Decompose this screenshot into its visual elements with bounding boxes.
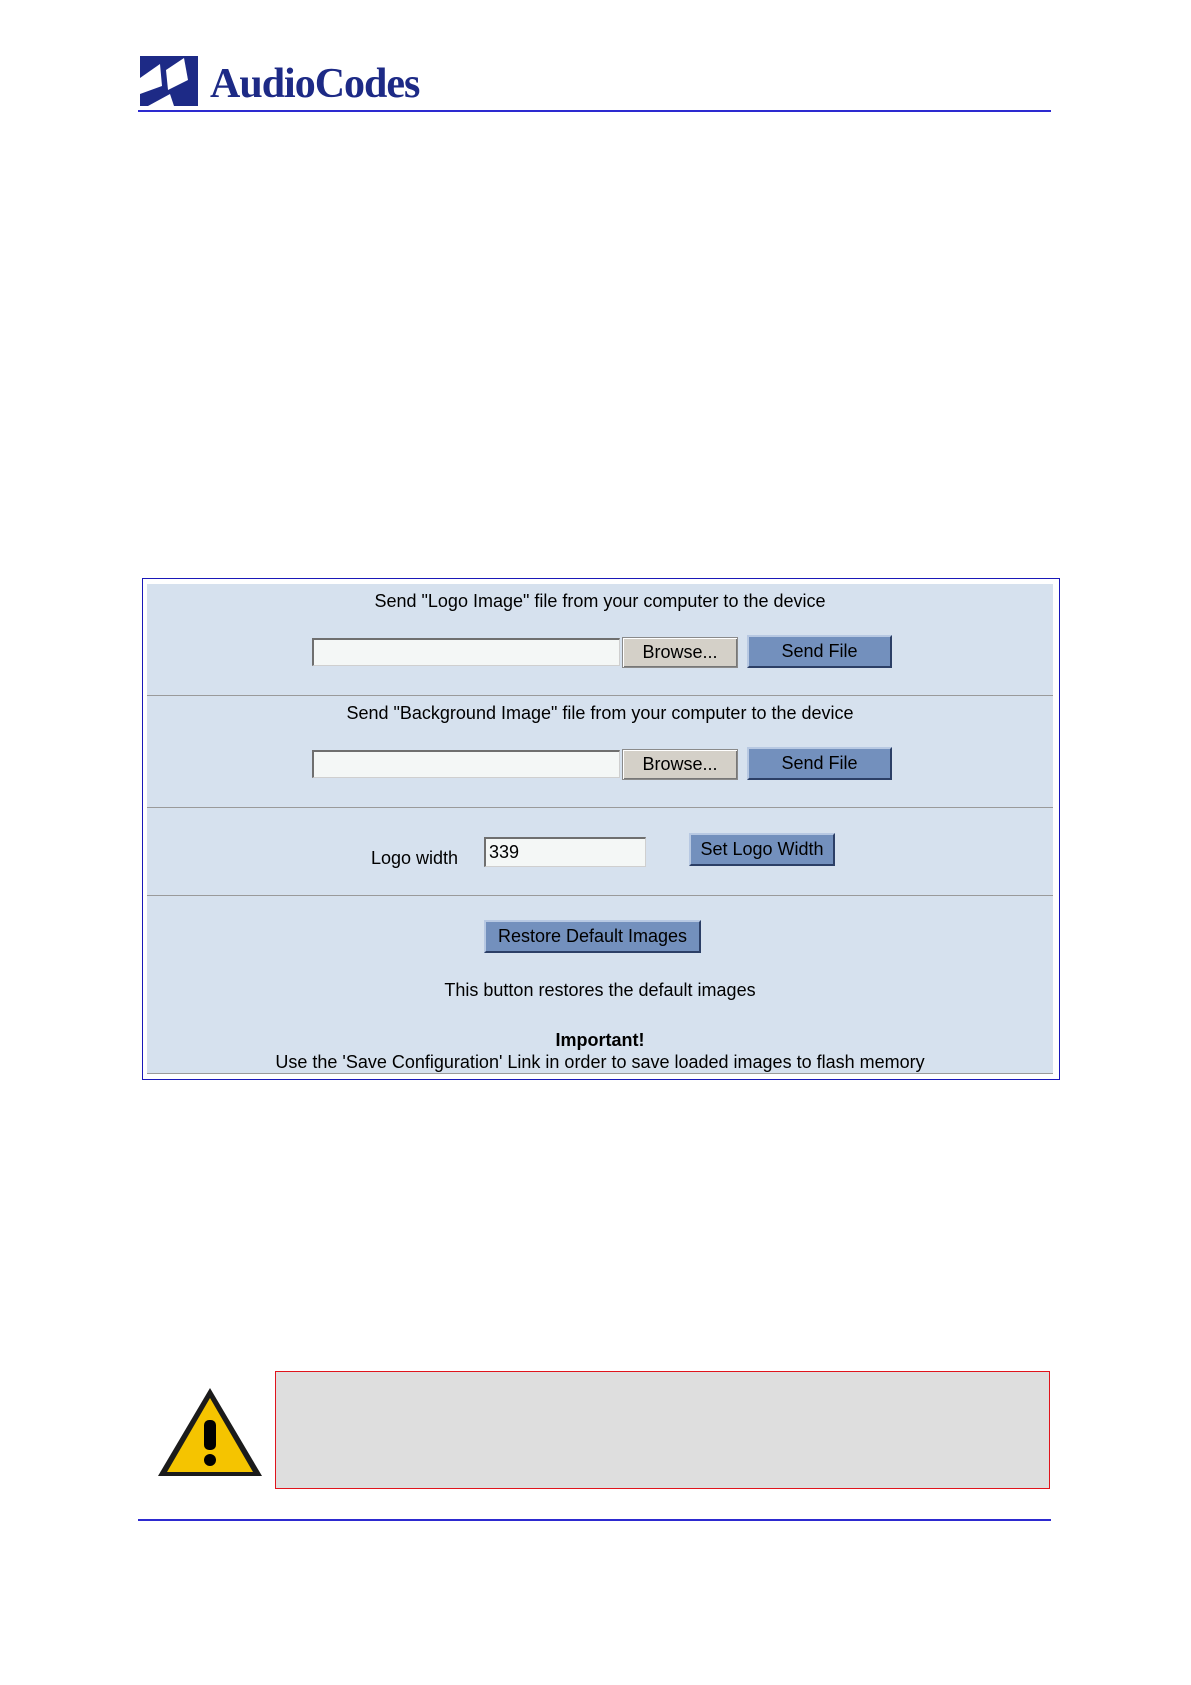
logo-send-file-button[interactable]: Send File (747, 635, 892, 668)
logo-width-section (147, 808, 1053, 896)
background-image-section (147, 696, 1053, 808)
logo-width-input[interactable] (484, 837, 646, 867)
logo-image-caption: Send "Logo Image" file from your computer to the device (374, 591, 826, 611)
logo-image-section (147, 584, 1053, 696)
screenshot-frame (142, 578, 1060, 1080)
logo-file-input[interactable] (312, 638, 620, 666)
background-send-file-button[interactable]: Send File (747, 747, 892, 780)
important-text: Use the 'Save Configuration' Link in order to save loaded images to flash memory (275, 1052, 925, 1072)
logo-browse-button[interactable]: Browse... (622, 637, 738, 668)
footer-divider (138, 1519, 1051, 1521)
warning-icon (154, 1384, 266, 1482)
background-browse-button[interactable]: Browse... (622, 749, 738, 780)
header-divider (138, 110, 1051, 112)
logo-width-label: Logo width (371, 848, 459, 868)
audiocodes-logo-icon (140, 56, 198, 106)
important-title: Important! (555, 1030, 645, 1050)
audiocodes-logo (140, 54, 460, 110)
set-logo-width-button[interactable]: Set Logo Width (689, 833, 835, 866)
restore-description: This button restores the default images (444, 980, 756, 1000)
restore-default-images-button[interactable]: Restore Default Images (484, 920, 701, 953)
note-box (275, 1371, 1050, 1489)
restore-section (147, 896, 1053, 1074)
background-file-input[interactable] (312, 750, 620, 778)
image-upload-panel (147, 584, 1053, 1074)
background-image-caption: Send "Background Image" file from your computer to the device (346, 703, 854, 723)
brand-name: AudioCodes (210, 61, 420, 107)
